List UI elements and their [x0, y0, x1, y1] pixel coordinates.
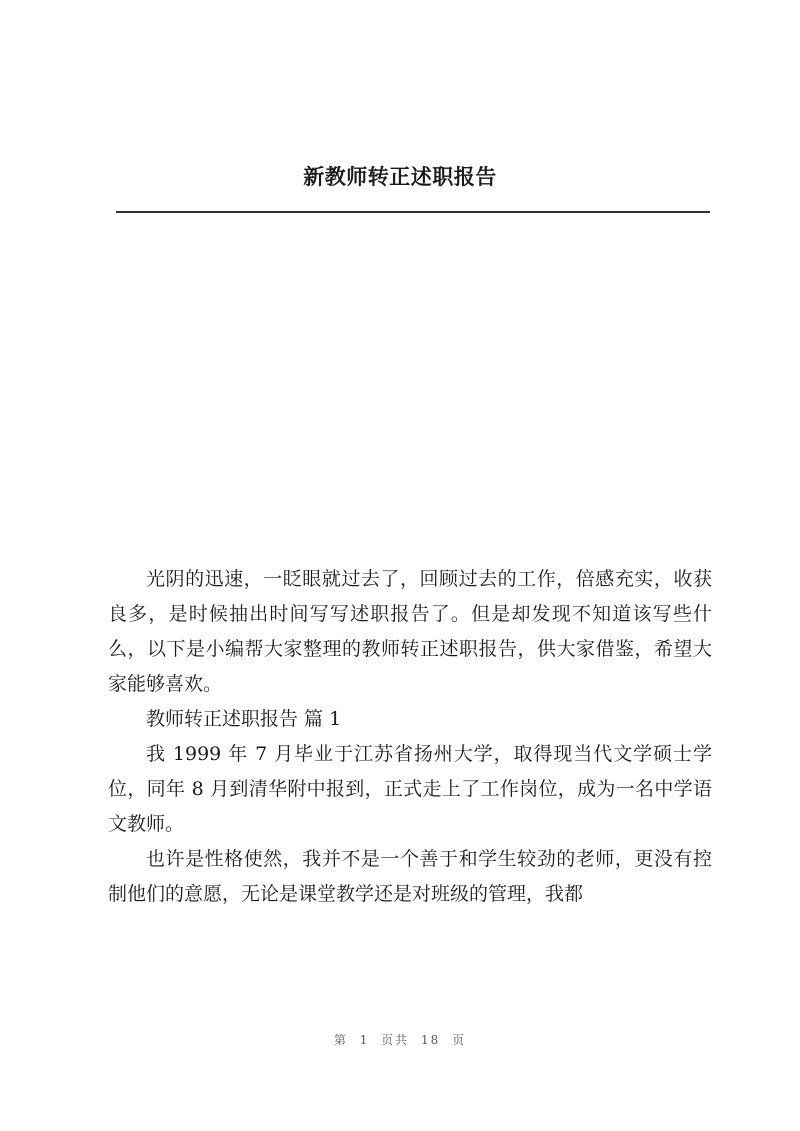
body-paragraph: 我 1999 年 7 月毕业于江苏省扬州大学，取得现当代文学硕士学位，同年 8 月到清华附中报到，正式走上了工作岗位，成为一名中学语文教师。	[108, 743, 712, 835]
page-number-footer: 第 1 页共 18 页	[333, 1033, 467, 1047]
section-heading: 教师转正述职报告 篇 1	[146, 708, 342, 730]
title-underline	[116, 211, 710, 213]
intro-paragraph: 光阴的迅速，一眨眼就过去了，回顾过去的工作，倍感充实，收获良多，是时候抽出时间写写述职报告了。但是却发现不知道该写些什么，以下是小编帮大家整理的教师转正述职报告，供大家借鉴，希望大家能够喜欢。	[108, 568, 712, 695]
body-paragraph: 也许是性格使然，我并不是一个善于和学生较劲的老师，更没有控制他们的意愿，无论是课堂教学还是对班级的管理，我都	[108, 848, 712, 905]
document-body	[108, 562, 712, 912]
document-title: 新教师转正述职报告	[303, 164, 497, 189]
